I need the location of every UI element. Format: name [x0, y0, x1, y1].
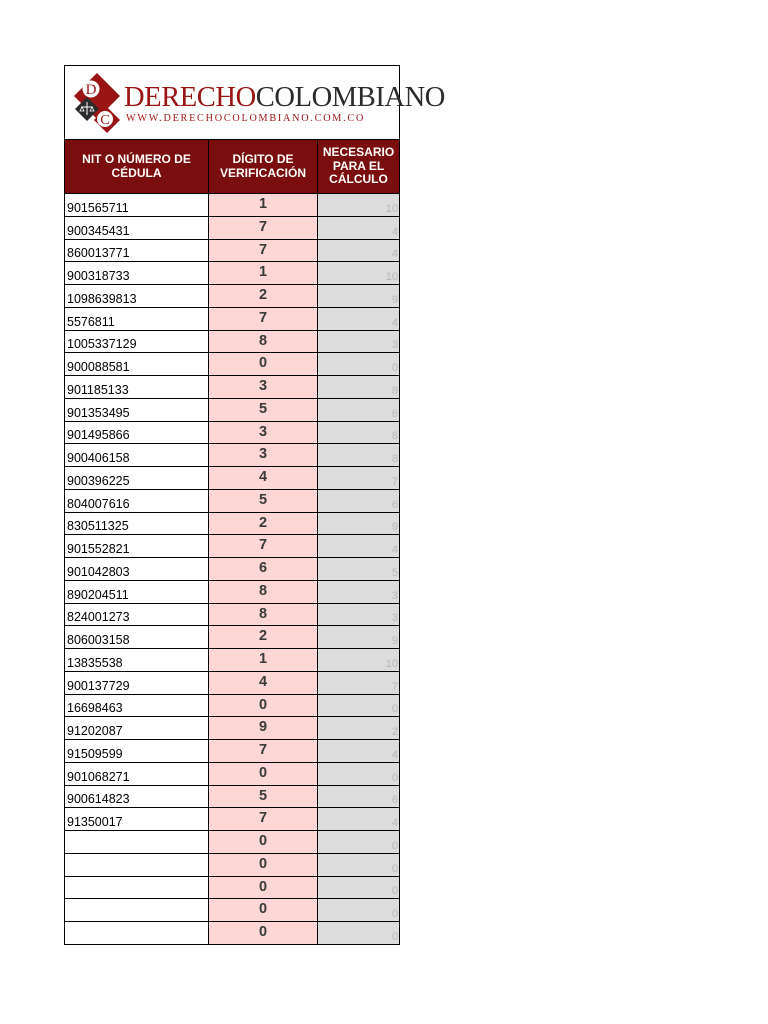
nit-cell[interactable]: 901068271	[65, 763, 209, 785]
calc-cell: 0	[318, 353, 399, 375]
calc-cell: 0	[318, 854, 399, 876]
calc-cell: 0	[318, 899, 399, 921]
digit-cell: 5	[209, 786, 318, 808]
digit-cell: 3	[209, 444, 318, 466]
digit-cell: 7	[209, 308, 318, 330]
nit-cell[interactable]: 901185133	[65, 376, 209, 398]
table-row	[65, 513, 399, 536]
calc-cell: 10	[318, 649, 399, 671]
digit-cell: 7	[209, 217, 318, 239]
calc-cell: 4	[318, 535, 399, 557]
digit-cell: 7	[209, 535, 318, 557]
table-row	[65, 399, 399, 422]
digit-cell: 2	[209, 285, 318, 307]
table-row	[65, 740, 399, 763]
calc-cell: 8	[318, 422, 399, 444]
digit-cell: 3	[209, 376, 318, 398]
digit-cell: 8	[209, 331, 318, 353]
nit-cell[interactable]	[65, 877, 209, 899]
calc-cell: 7	[318, 672, 399, 694]
table-row	[65, 899, 399, 922]
nit-cell[interactable]: 16698463	[65, 695, 209, 717]
calc-cell: 0	[318, 763, 399, 785]
calc-cell: 4	[318, 740, 399, 762]
calc-cell: 8	[318, 444, 399, 466]
table-row	[65, 877, 399, 900]
nit-cell[interactable]: 13835538	[65, 649, 209, 671]
digit-cell: 3	[209, 422, 318, 444]
table-row	[65, 558, 399, 581]
table-row	[65, 695, 399, 718]
digit-cell: 5	[209, 399, 318, 421]
calc-cell: 9	[318, 513, 399, 535]
nit-cell[interactable]	[65, 899, 209, 921]
table-row	[65, 649, 399, 672]
digit-cell: 4	[209, 672, 318, 694]
nit-cell[interactable]: 900614823	[65, 786, 209, 808]
calc-cell: 3	[318, 604, 399, 626]
digit-cell: 0	[209, 763, 318, 785]
digit-cell: 0	[209, 695, 318, 717]
nit-cell[interactable]: 91350017	[65, 808, 209, 830]
calc-cell: 2	[318, 717, 399, 739]
table-row	[65, 490, 399, 513]
table-row	[65, 422, 399, 445]
table-row	[65, 786, 399, 809]
digit-cell: 2	[209, 626, 318, 648]
digit-cell: 0	[209, 353, 318, 375]
dc-logo-icon	[70, 71, 124, 133]
digit-cell: 8	[209, 581, 318, 603]
nit-cell[interactable]: 901552821	[65, 535, 209, 557]
table-row	[65, 831, 399, 854]
brand-name-dark: COLOMBIANO	[255, 82, 445, 113]
table-row	[65, 353, 399, 376]
calc-cell: 9	[318, 626, 399, 648]
table-row	[65, 308, 399, 331]
nit-cell[interactable]: 900396225	[65, 467, 209, 489]
nit-cell[interactable]: 901495866	[65, 422, 209, 444]
calc-cell: 10	[318, 194, 399, 216]
digit-cell: 1	[209, 262, 318, 284]
calc-cell: 3	[318, 331, 399, 353]
table-row	[65, 581, 399, 604]
nit-cell[interactable]: 890204511	[65, 581, 209, 603]
table-row	[65, 626, 399, 649]
calc-cell: 8	[318, 376, 399, 398]
table-row	[65, 854, 399, 877]
table-row	[65, 808, 399, 831]
nit-cell[interactable]: 901042803	[65, 558, 209, 580]
table-body	[64, 194, 400, 945]
nit-cell[interactable]: 806003158	[65, 626, 209, 648]
digit-cell: 7	[209, 740, 318, 762]
calc-cell: 4	[318, 217, 399, 239]
table-row	[65, 444, 399, 467]
calc-cell: 5	[318, 558, 399, 580]
table-row	[65, 240, 399, 263]
nit-cell[interactable]: 900318733	[65, 262, 209, 284]
nit-cell[interactable]	[65, 854, 209, 876]
nit-cell[interactable]: 830511325	[65, 513, 209, 535]
digit-cell: 7	[209, 240, 318, 262]
nit-cell[interactable]: 900137729	[65, 672, 209, 694]
calc-cell: 4	[318, 308, 399, 330]
calc-cell: 0	[318, 922, 399, 944]
table-row	[65, 194, 399, 217]
digit-cell: 2	[209, 513, 318, 535]
table-row	[65, 331, 399, 354]
digit-cell: 0	[209, 877, 318, 899]
spreadsheet	[64, 65, 445, 945]
digit-cell: 7	[209, 808, 318, 830]
logo-letter-d: D	[85, 82, 97, 98]
digit-cell: 8	[209, 604, 318, 626]
digit-cell: 5	[209, 490, 318, 512]
calc-cell: 7	[318, 467, 399, 489]
nit-cell[interactable]: 860013771	[65, 240, 209, 262]
digit-cell: 6	[209, 558, 318, 580]
digit-cell: 1	[209, 194, 318, 216]
nit-cell[interactable]: 91509599	[65, 740, 209, 762]
table-header	[64, 139, 400, 194]
nit-cell[interactable]: 1005337129	[65, 331, 209, 353]
calc-cell: 4	[318, 240, 399, 262]
calc-cell: 0	[318, 695, 399, 717]
table-row	[65, 217, 399, 240]
brand-name-red: DERECHO	[124, 82, 256, 113]
logo-header	[64, 65, 445, 139]
table-row	[65, 763, 399, 786]
nit-cell[interactable]: 91202087	[65, 717, 209, 739]
calc-cell: 3	[318, 581, 399, 603]
brand-url: WWW.DERECHOCOLOMBIANO.COM.CO	[126, 113, 366, 124]
calc-cell: 6	[318, 399, 399, 421]
logo-letter-c: C	[100, 113, 110, 128]
nit-cell[interactable]	[65, 831, 209, 853]
header-needed: NECESARIO PARA EL CÁLCULO	[322, 144, 395, 187]
brand-name	[124, 84, 445, 113]
table-row	[65, 672, 399, 695]
digit-cell: 4	[209, 467, 318, 489]
header-nit: NIT O NÚMERO DE CÉDULA	[65, 140, 209, 193]
calc-cell: 4	[318, 808, 399, 830]
table-row	[65, 467, 399, 490]
nit-cell[interactable]: 901353495	[65, 399, 209, 421]
table-row	[65, 376, 399, 399]
table-row	[65, 262, 399, 285]
digit-cell: 0	[209, 899, 318, 921]
nit-cell[interactable]: 804007616	[65, 490, 209, 512]
nit-cell[interactable]: 824001273	[65, 604, 209, 626]
table-row	[65, 535, 399, 558]
nit-cell[interactable]: 900406158	[65, 444, 209, 466]
nit-cell[interactable]: 901565711	[65, 194, 209, 216]
table-row	[65, 604, 399, 627]
nit-cell[interactable]: 5576811	[65, 308, 209, 330]
calc-cell: 0	[318, 877, 399, 899]
nit-cell[interactable]: 900345431	[65, 217, 209, 239]
nit-cell[interactable]: 1098639813	[65, 285, 209, 307]
calc-cell: 6	[318, 786, 399, 808]
calc-cell: 10	[318, 262, 399, 284]
digit-cell: 9	[209, 717, 318, 739]
table-row	[65, 285, 399, 308]
table-row	[65, 922, 399, 945]
calc-cell: 6	[318, 490, 399, 512]
digit-cell: 0	[209, 922, 318, 944]
digit-cell: 0	[209, 831, 318, 853]
nit-cell[interactable]: 900088581	[65, 353, 209, 375]
calc-cell: 9	[318, 285, 399, 307]
table-row	[65, 717, 399, 740]
nit-cell[interactable]	[65, 922, 209, 944]
header-digit: DÍGITO DE VERIFICACIÓN	[209, 140, 318, 193]
calc-cell: 0	[318, 831, 399, 853]
digit-cell: 0	[209, 854, 318, 876]
digit-cell: 1	[209, 649, 318, 671]
